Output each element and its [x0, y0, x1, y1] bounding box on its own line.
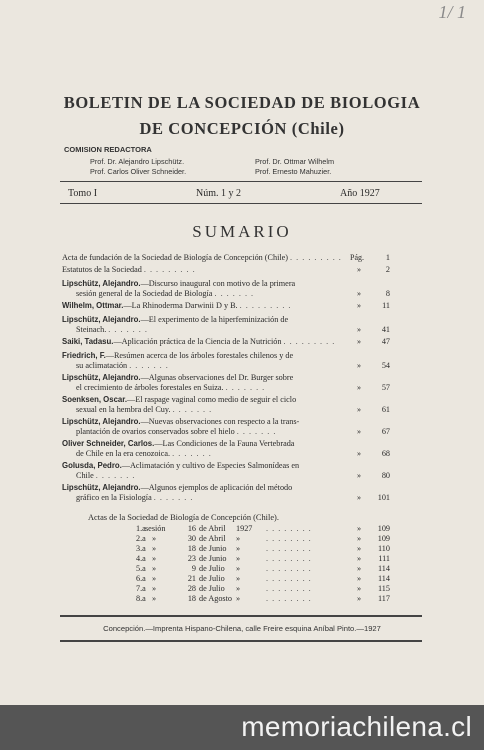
divider [60, 640, 422, 642]
committee-heading: COMISION REDACTORA [64, 145, 152, 154]
page-number: 80 [381, 471, 390, 480]
page-marker: » [357, 301, 361, 310]
toc-line1 [62, 315, 288, 324]
toc-text-cont: Steinach. [76, 325, 107, 334]
session-month: de Abril [199, 524, 226, 533]
session-day: 9 [191, 564, 196, 573]
session-number: 4.a [136, 554, 146, 563]
sumario-title: SUMARIO [192, 222, 292, 241]
session-day: 16 [187, 524, 196, 533]
toc-line1 [62, 351, 293, 360]
issue-year: Año 1927 [340, 188, 380, 199]
page-number: 54 [381, 361, 390, 370]
committee-member: Prof. Carlos Oliver Schneider. [90, 167, 187, 176]
toc-text-cont: sexual en la hembra del Cuy. [76, 405, 171, 414]
page-marker: » [357, 337, 361, 346]
leader-dots: . . . . . . . . [266, 584, 312, 593]
divider [60, 181, 422, 182]
leader-dots: . . . . . . . [172, 405, 213, 414]
toc-line1 [62, 301, 291, 310]
toc-text: —Algunas observaciones del Dr. Burger sobre [140, 373, 294, 382]
session-year: » [236, 554, 241, 563]
page-number: 57 [381, 383, 390, 392]
toc-line2 [62, 493, 389, 503]
toc-line1 [62, 253, 342, 262]
committee-member: Prof. Dr. Alejandro Lipschütz. [90, 157, 185, 166]
toc-entry [62, 461, 389, 481]
leader-dots: . . . . . . . [95, 471, 136, 480]
session-month: de Junio [199, 554, 227, 563]
page-number: 61 [381, 405, 390, 414]
page-marker: » [357, 534, 362, 543]
toc-text: —Algunos ejemplos de aplicación del método [140, 483, 293, 492]
session-day: 21 [187, 574, 196, 583]
toc-author: Oliver Schneider, Carlos. [62, 439, 155, 448]
toc-entry [62, 373, 389, 393]
actas-row [136, 564, 466, 574]
leader-dots: . . . . . . . [172, 449, 212, 458]
toc-author: Soenksen, Oscar. [62, 395, 128, 404]
page-number: 47 [381, 337, 390, 346]
toc-text-cont: de Chile en la era cenozoica. [76, 449, 171, 458]
page-number: 109 [377, 524, 390, 533]
page-number: 115 [378, 584, 390, 593]
toc-author: Lipschütz, Alejandro. [62, 483, 141, 492]
actas-heading: Actas de la Sociedad de Biología de Concepción (Chile). [88, 513, 279, 522]
session-word: » [152, 584, 157, 593]
leader-dots: . . . . . . . [225, 383, 266, 392]
toc-text: —El experimento de la hiperfeminización de [140, 315, 289, 324]
session-month: de Julio [199, 564, 225, 573]
toc-entry [62, 301, 389, 311]
page-marker: » [357, 383, 361, 392]
page-number: 1 [385, 253, 390, 262]
toc-line1 [62, 439, 294, 448]
toc-entry [62, 315, 389, 335]
session-month: de Junio [199, 544, 227, 553]
page-number: 114 [378, 574, 390, 583]
brand-logo[interactable]: memoriachilena.cl [241, 711, 472, 742]
page-marker: Pág. [350, 253, 364, 262]
actas-row [136, 534, 466, 544]
page-marker: » [357, 449, 361, 458]
session-day: 18 [187, 594, 196, 603]
toc-entry [62, 337, 389, 347]
leader-dots: . . . . . . . . [266, 534, 312, 543]
session-year: » [236, 594, 241, 603]
page-number: 2 [385, 265, 390, 274]
session-month: de Abril [199, 534, 226, 543]
page-marker: » [357, 325, 361, 334]
page-number: 101 [377, 493, 390, 502]
page-marker: » [357, 594, 362, 603]
committee-member: Prof. Ernesto Mahuzier. [255, 167, 332, 176]
toc-author: Friedrich, F. [62, 351, 106, 360]
page-marker: » [357, 554, 362, 563]
pencil-mark: 1/ 1 [438, 2, 466, 22]
toc-entry [62, 483, 389, 503]
committee-member: Prof. Dr. Ottmar Wilhelm [255, 157, 335, 166]
session-number: 2.a [136, 534, 146, 543]
toc-line1 [62, 337, 335, 346]
page-marker: » [357, 361, 361, 370]
session-word: » [152, 534, 157, 543]
actas-row [136, 544, 466, 554]
leader-dots: . . . . . . . . . [143, 265, 196, 274]
session-year: » [236, 534, 241, 543]
actas-row [136, 594, 466, 604]
leader-dots: . . . . . . . [236, 427, 277, 436]
session-day: 23 [187, 554, 196, 563]
leader-dots: . . . . . . . [129, 361, 169, 370]
toc-author: Lipschütz, Alejandro. [62, 373, 141, 382]
leader-dots: . . . . . . . [214, 289, 255, 298]
toc-entry [62, 417, 389, 437]
toc-line2 [62, 361, 389, 371]
page-marker: » [357, 405, 361, 414]
leader-dots: . . . . . . . . [266, 554, 312, 563]
session-year: » [236, 564, 241, 573]
toc-text-cont: Chile [76, 471, 94, 480]
session-day: 30 [187, 534, 196, 543]
page-number: 8 [385, 289, 390, 298]
session-year: » [236, 574, 241, 583]
session-year: 1927 [236, 524, 253, 533]
toc-text: —Discurso inaugural con motivo de la primera [140, 279, 296, 288]
session-word: » [152, 554, 157, 563]
page-marker: » [357, 493, 361, 502]
session-year: » [236, 544, 241, 553]
session-word: » [152, 594, 157, 603]
page-number: 114 [378, 564, 390, 573]
leader-dots: . . . . . . . [108, 325, 148, 334]
session-day: 18 [187, 544, 196, 553]
session-month: de Agosto [199, 594, 232, 603]
session-day: 28 [187, 584, 196, 593]
session-year: » [236, 584, 241, 593]
session-word: » [152, 574, 157, 583]
session-word: » [152, 564, 157, 573]
page-marker: » [357, 265, 361, 274]
toc-text-cont: sesión general de la Sociedad de Biología [76, 289, 213, 298]
session-word: sesión [145, 524, 166, 533]
toc-entry [62, 351, 389, 371]
divider [60, 615, 422, 617]
page-marker: » [357, 427, 361, 436]
leader-dots: . . . . . . . . [266, 574, 312, 583]
issue-tomo: Tomo I [68, 188, 98, 199]
actas-row [136, 524, 466, 534]
page-number: 110 [378, 544, 390, 553]
toc-line2 [62, 383, 389, 393]
actas-row [136, 554, 466, 564]
toc-author: Lipschütz, Alejandro. [62, 315, 141, 324]
toc-text: —Aplicación práctica de la Ciencia de la Nutrición [113, 337, 282, 346]
leader-dots: . . . . . . . . . [283, 337, 336, 346]
toc-line1 [62, 461, 299, 470]
session-number: 1.a [136, 524, 146, 533]
leader-dots: . . . . . . . . [266, 524, 312, 533]
toc-text: —La Rhinoderma Darwinii D y B. [123, 301, 238, 310]
toc-entry [62, 279, 389, 299]
toc-text-cont: plantación de ovarios conservados sobre el hielo [76, 427, 235, 436]
page-marker: » [357, 289, 361, 298]
toc-author: Lipschütz, Alejandro. [62, 417, 141, 426]
toc-entry [62, 265, 389, 275]
page-number: 117 [378, 594, 390, 603]
toc-line2 [62, 449, 389, 459]
toc-line1 [62, 265, 196, 274]
page-marker: » [357, 564, 362, 573]
journal-title-line2: DE CONCEPCIÓN (Chile) [139, 119, 345, 138]
page-marker: » [357, 584, 362, 593]
toc-line1 [62, 417, 299, 426]
page-number: 109 [377, 534, 390, 543]
session-number: 8.a [136, 594, 146, 603]
session-number: 5.a [136, 564, 146, 573]
toc-line2 [62, 471, 389, 481]
page-number: 67 [381, 427, 390, 436]
toc-entry [62, 253, 389, 263]
toc-text: —Resúmen acerca de los árboles forestales chilenos y de [105, 351, 294, 360]
page-marker: » [357, 471, 361, 480]
toc-author: Wilhelm, Ottmar. [62, 301, 124, 310]
page-marker: » [357, 574, 362, 583]
page-number: 11 [382, 301, 390, 310]
session-number: 6.a [136, 574, 146, 583]
session-number: 7.a [136, 584, 146, 593]
toc-line1 [62, 483, 292, 492]
session-word: » [152, 544, 157, 553]
imprint-footer: Concepción.—Imprenta Hispano-Chilena, calle Freire esquina Aníbal Pinto.—1927 [103, 624, 381, 633]
toc-author: Golusda, Pedro. [62, 461, 122, 470]
leader-dots: . . . . . . . . [266, 544, 312, 553]
toc-line1 [62, 373, 293, 382]
session-month: de Julio [199, 584, 225, 593]
session-month: de Julio [199, 574, 225, 583]
toc-text: Acta de fundación de la Sociedad de Biología de Concepción (Chile) [62, 253, 288, 262]
session-number: 3.a [136, 544, 146, 553]
toc-text-cont: el crecimiento de árboles forestales en Suiza. [76, 383, 224, 392]
leader-dots: . . . . . . . . [266, 594, 312, 603]
toc-text: —Aclimatación y cultivo de Especies Salmonídeas en [121, 461, 300, 470]
toc-line2 [62, 405, 389, 415]
leader-dots: . . . . . . . . . [290, 253, 342, 262]
leader-dots: . . . . . . . . . [239, 301, 292, 310]
actas-row [136, 584, 466, 594]
toc-author: Lipschütz, Alejandro. [62, 279, 141, 288]
issue-number: Núm. 1 y 2 [196, 188, 241, 199]
toc-entry [62, 439, 389, 459]
toc-text: —Las Condiciones de la Fauna Vertebrada [154, 439, 295, 448]
toc-entry [62, 395, 389, 415]
page-number: 68 [381, 449, 390, 458]
toc-author: Saiki, Tadasu. [62, 337, 114, 346]
toc-line2 [62, 289, 389, 299]
leader-dots: . . . . . . . [153, 493, 194, 502]
toc-line2 [62, 427, 389, 437]
journal-title-line1: BOLETIN DE LA SOCIEDAD DE BIOLOGIA [63, 93, 421, 112]
actas-row [136, 574, 466, 584]
toc-text: —El raspage vaginal como medio de seguir el ciclo [127, 395, 297, 404]
divider [60, 203, 422, 204]
page-number: 41 [381, 325, 390, 334]
leader-dots: . . . . . . . . [266, 564, 312, 573]
page-marker: » [357, 544, 362, 553]
toc-text-cont: su aclimatación [76, 361, 128, 370]
page-number: 111 [378, 554, 390, 563]
brand-bar [0, 705, 484, 750]
page-marker: » [357, 524, 362, 533]
toc-text-cont: gráfico en la Fisiología [76, 493, 152, 502]
toc-text: Estatutos de la Sociedad [62, 265, 142, 274]
toc-line1 [62, 279, 295, 288]
toc-line1 [62, 395, 296, 404]
toc-line2 [62, 325, 389, 335]
toc-text: —Nuevas observaciones con respecto a la trans- [140, 417, 300, 426]
